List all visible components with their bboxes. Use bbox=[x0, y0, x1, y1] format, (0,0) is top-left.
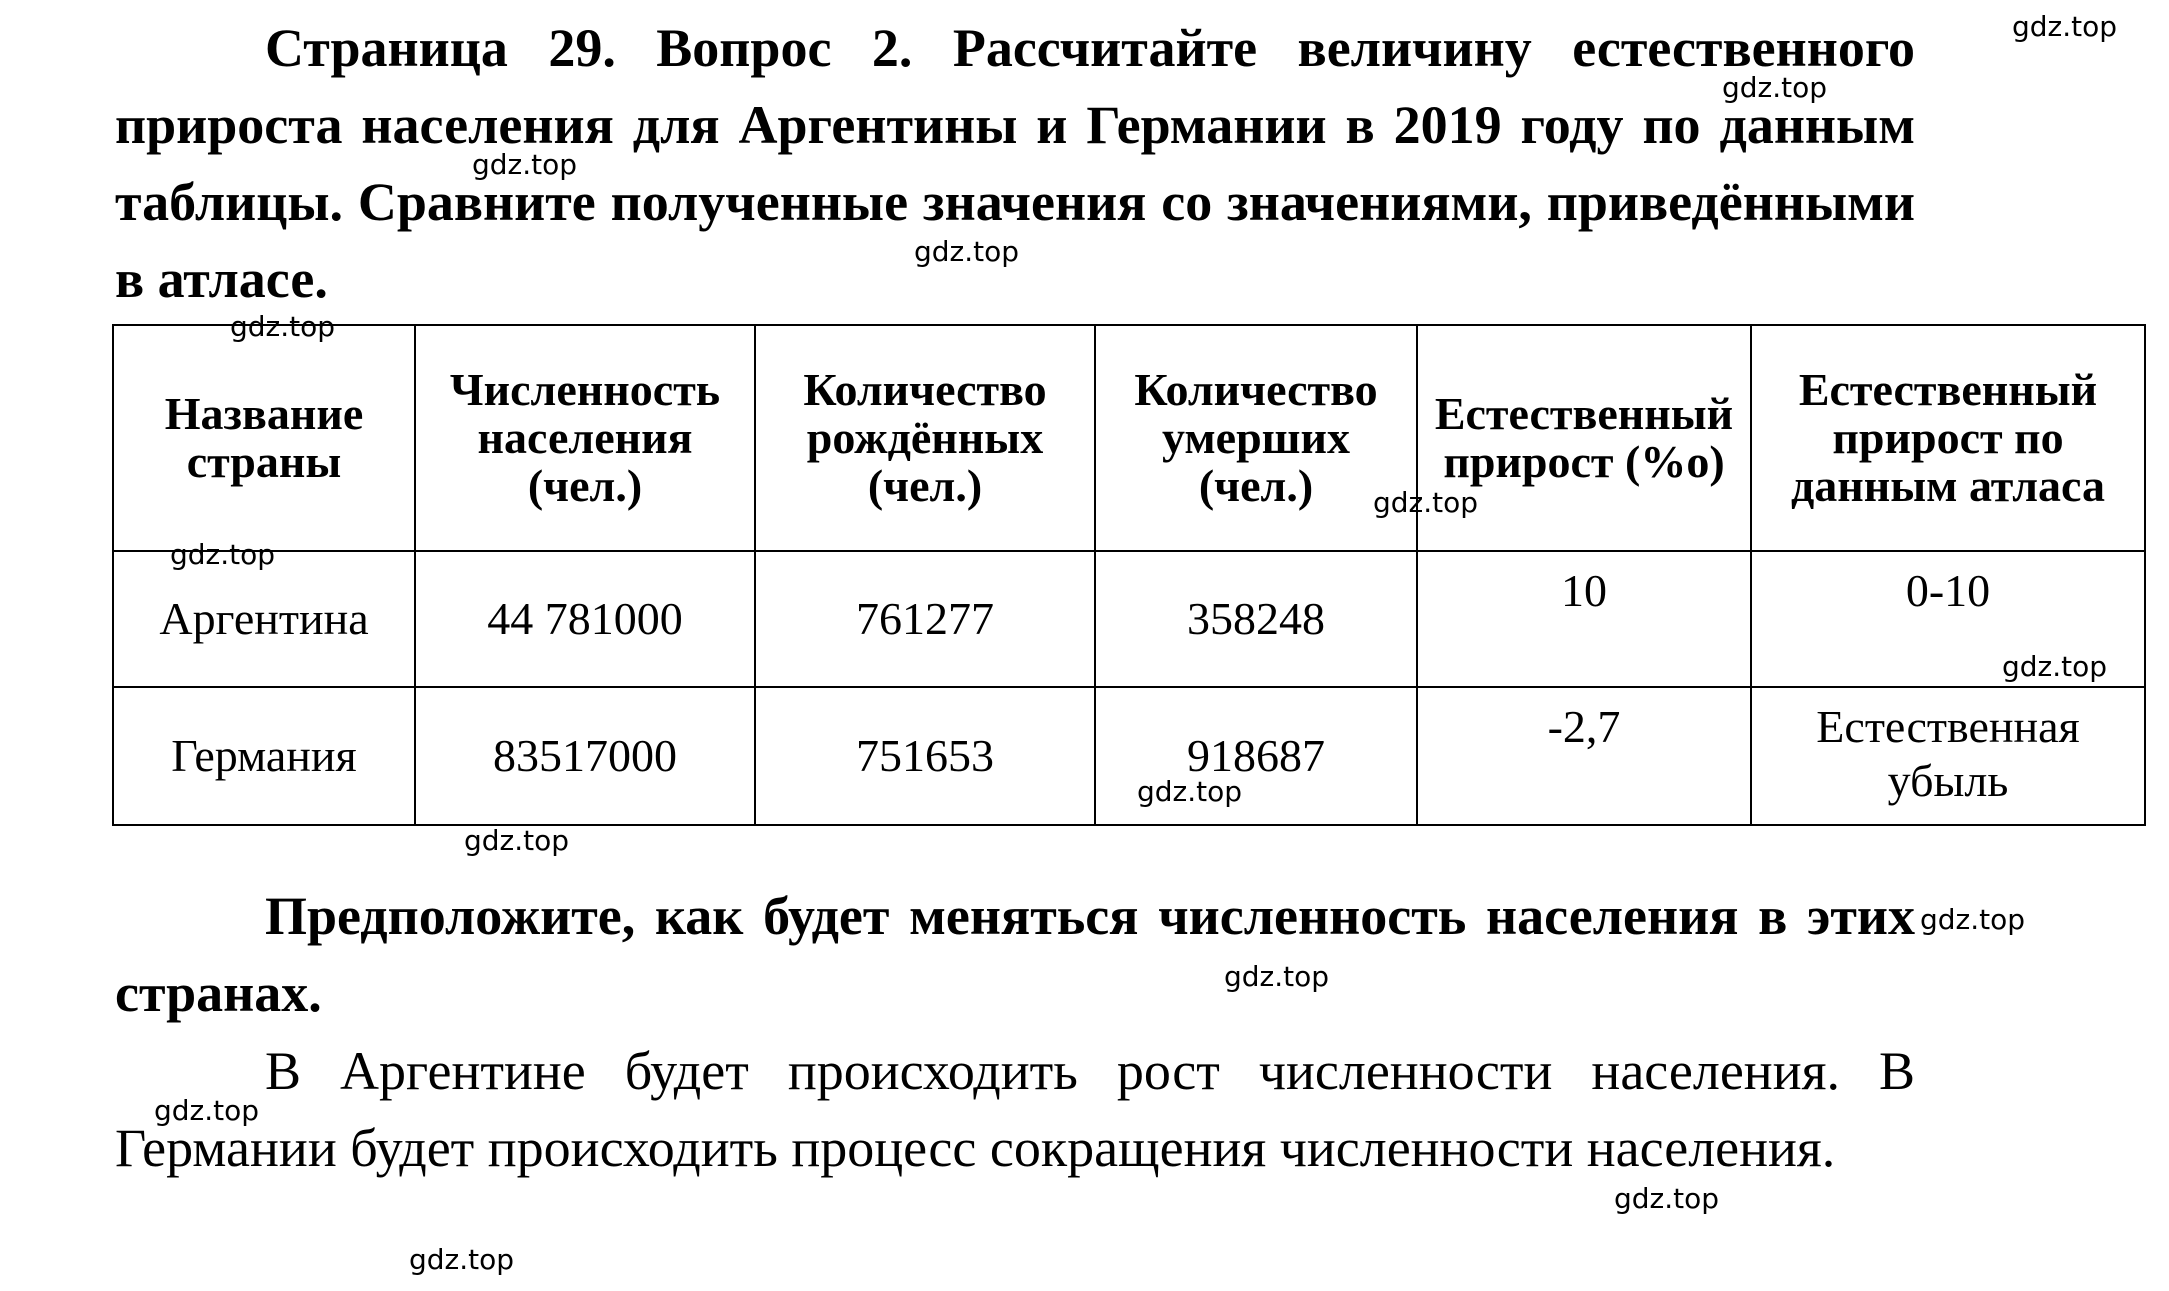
cell-population: 44 781000 bbox=[415, 551, 755, 687]
cell-country: Аргентина bbox=[113, 551, 415, 687]
watermark-text: gdz.top bbox=[1722, 71, 1828, 104]
header-births: Количество рождённых (чел.) bbox=[755, 325, 1095, 551]
cell-births: 751653 bbox=[755, 687, 1095, 825]
followup-question-text: Предположите, как будет меняться численность населения в этих странах. bbox=[115, 886, 1915, 1023]
watermark-text: gdz.top bbox=[1224, 960, 1330, 993]
cell-births: 761277 bbox=[755, 551, 1095, 687]
question-text: Страница 29. Вопрос 2. Рассчитайте величину естественного прироста населения для Аргентины и Германии в 2019 году по данным таблицы. Сравните полученные значения со значениями, приведёнными в атласе. bbox=[115, 18, 1915, 309]
watermark-text: gdz.top bbox=[409, 1243, 515, 1276]
cell-atlas-value: 0-10 bbox=[1751, 551, 2145, 687]
cell-population: 83517000 bbox=[415, 687, 755, 825]
cell-natural-increase: 10 bbox=[1417, 551, 1751, 687]
cell-deaths: 358248 bbox=[1095, 551, 1417, 687]
cell-natural-increase: -2,7 bbox=[1417, 687, 1751, 825]
table-header-row bbox=[113, 325, 2145, 551]
header-population: Численность населения (чел.) bbox=[415, 325, 755, 551]
header-natural-increase: Естественный прирост (%о) bbox=[1417, 325, 1751, 551]
watermark-text: gdz.top bbox=[464, 824, 570, 857]
header-deaths: Количество умерших (чел.) bbox=[1095, 325, 1417, 551]
cell-deaths: 918687 bbox=[1095, 687, 1417, 825]
watermark-text: gdz.top bbox=[2002, 650, 2108, 683]
cell-atlas-value: Естественная убыль bbox=[1751, 687, 2145, 825]
header-atlas-value: Естественный прирост по данным атласа bbox=[1751, 325, 2145, 551]
watermark-text: gdz.top bbox=[1920, 903, 2026, 936]
watermark-text: gdz.top bbox=[472, 148, 578, 181]
watermark-text: gdz.top bbox=[2012, 10, 2118, 43]
watermark-text: gdz.top bbox=[1614, 1182, 1720, 1215]
watermark-text: gdz.top bbox=[1137, 775, 1243, 808]
answer-text: В Аргентине будет происходить рост численности населения. В Германии будет происходить процесс сокращения численности населения. bbox=[115, 1041, 1915, 1178]
header-country: Название страны bbox=[113, 325, 415, 551]
table-row bbox=[113, 551, 2145, 687]
watermark-text: gdz.top bbox=[170, 538, 276, 571]
table-row bbox=[113, 687, 2145, 825]
watermark-text: gdz.top bbox=[154, 1094, 260, 1127]
cell-country: Германия bbox=[113, 687, 415, 825]
watermark-text: gdz.top bbox=[914, 235, 1020, 268]
watermark-text: gdz.top bbox=[1373, 486, 1479, 519]
population-table bbox=[112, 324, 2146, 826]
watermark-text: gdz.top bbox=[230, 310, 336, 343]
